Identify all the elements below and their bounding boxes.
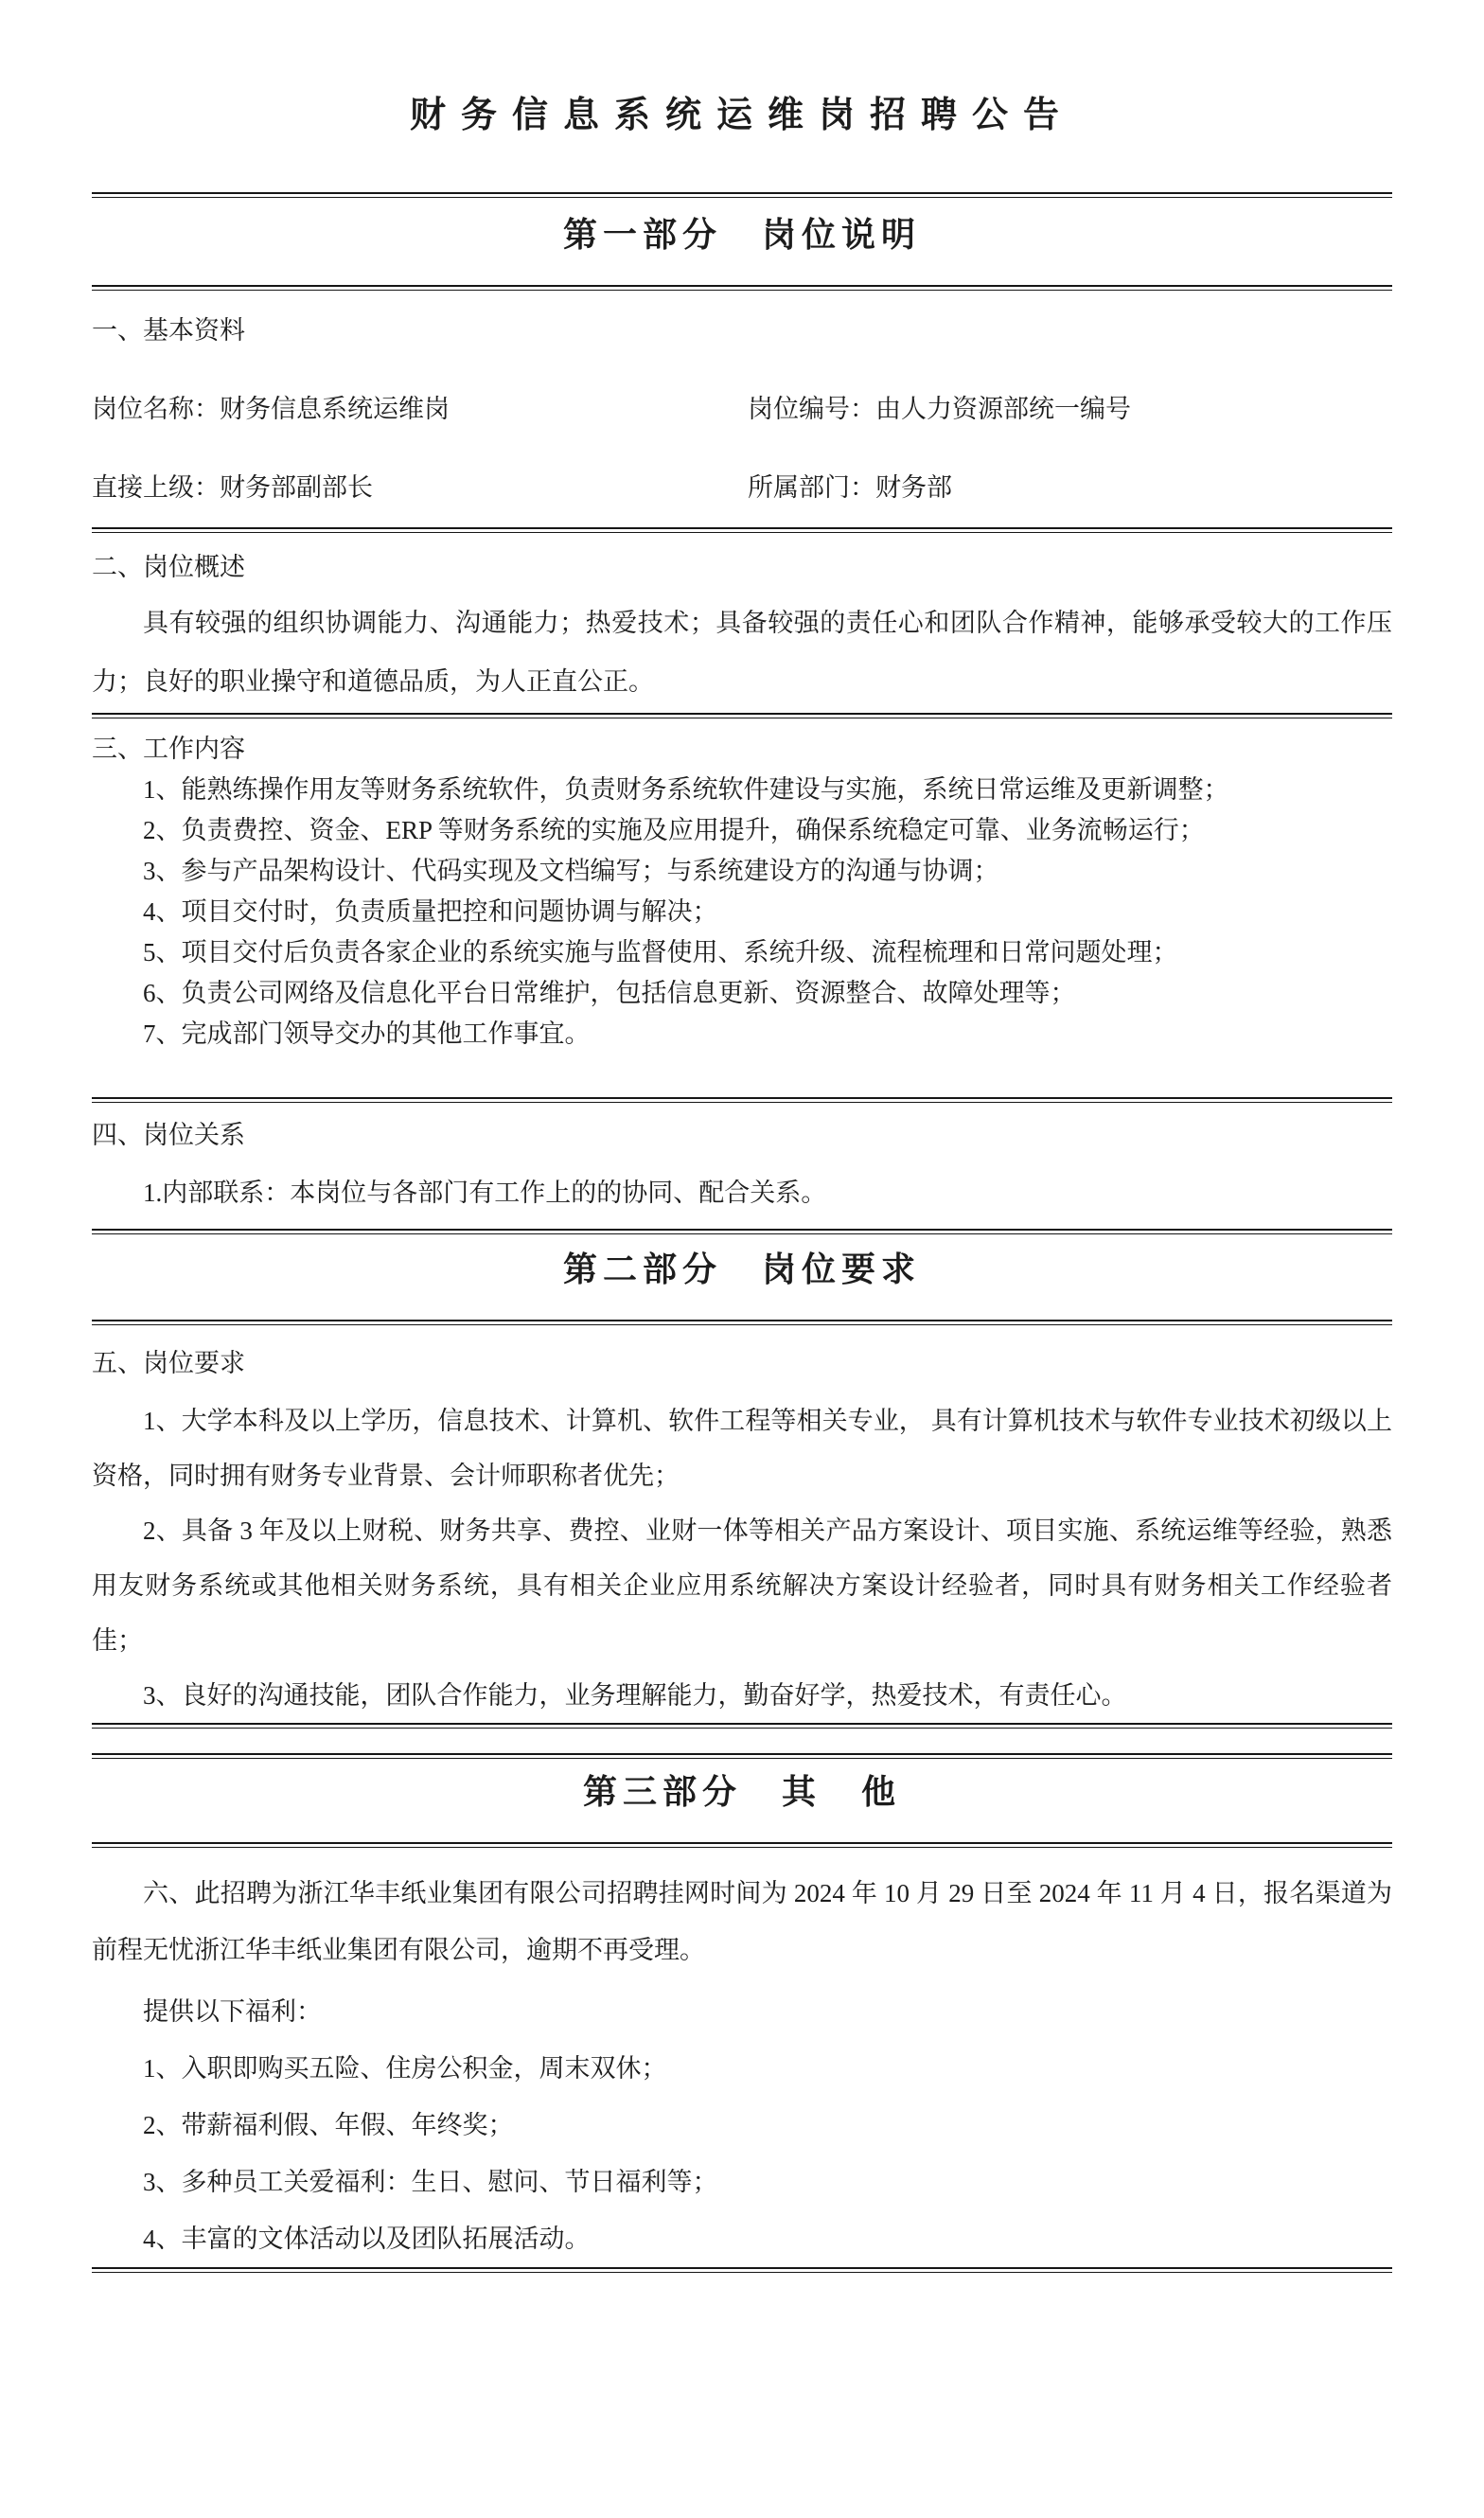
requirements-list bbox=[92, 1393, 1392, 1723]
page-title: 财务信息系统运维岗招聘公告 bbox=[409, 96, 1074, 135]
field-position-code: 岗位编号：由人力资源部统一编号 bbox=[748, 394, 1131, 423]
benefit-item: 2、带薪福利假、年假、年终奖； bbox=[143, 2110, 514, 2139]
divider bbox=[92, 192, 1392, 198]
duty-item: 2、负责费控、资金、ERP 等财务系统的实施及应用提升，确保系统稳定可靠、业务流畅运行； bbox=[143, 815, 1205, 844]
section-heading-relations: 四、岗位关系 bbox=[92, 1120, 245, 1149]
benefit-item: 1、入职即购买五险、住房公积金，周末双休； bbox=[143, 2053, 667, 2083]
document bbox=[92, 95, 1392, 2273]
basic-info-row bbox=[92, 469, 1392, 506]
field-department: 所属部门：财务部 bbox=[748, 472, 952, 502]
field-position-name: 岗位名称：财务信息系统运维岗 bbox=[92, 394, 450, 423]
duty-item: 6、负责公司网络及信息化平台日常维护，包括信息更新、资源整合、故障处理等； bbox=[143, 978, 1076, 1007]
requirement-item: 2、具备 3 年及以上财税、财务共享、费控、业财一体等相关产品方案设计、项目实施、系统运维等经验，熟悉用友财务系统或其他相关财务系统，具有相关企业应用系统解决方案设计经验者，同时具有财务相关工作经验者佳； bbox=[92, 1516, 1392, 1655]
section-heading-requirements: 五、岗位要求 bbox=[92, 1348, 245, 1377]
section-heading-overview: 二、岗位概述 bbox=[92, 552, 245, 581]
divider bbox=[92, 1229, 1392, 1234]
divider bbox=[92, 1097, 1392, 1103]
basic-info-row bbox=[92, 390, 1392, 428]
part1-heading: 第一部分 岗位说明 bbox=[562, 216, 921, 254]
field-direct-superior: 直接上级：财务部副部长 bbox=[92, 472, 373, 502]
duty-item: 5、项目交付后负责各家企业的系统实施与监督使用、系统升级、流程梳理和日常问题处理； bbox=[143, 937, 1178, 966]
divider bbox=[92, 1842, 1392, 1848]
duties-list bbox=[92, 770, 1392, 1055]
divider bbox=[92, 713, 1392, 718]
divider bbox=[92, 285, 1392, 291]
duty-item: 7、完成部门领导交办的其他工作事宜。 bbox=[143, 1019, 591, 1048]
benefits-list bbox=[92, 2048, 1392, 2260]
overview-paragraph: 具有较强的组织协调能力、沟通能力；热爱技术；具备较强的责任心和团队合作精神，能够承受较大的工作压力；良好的职业操守和道德品质，为人正直公正。 bbox=[92, 608, 1392, 696]
requirement-item: 1、大学本科及以上学历，信息技术、计算机、软件工程等相关专业， 具有计算机技术与软件专业技术初级以上资格，同时拥有财务专业背景、会计师职称者优先； bbox=[92, 1406, 1392, 1490]
duty-item: 3、参与产品架构设计、代码实现及文档编写；与系统建设方的沟通与协调； bbox=[143, 856, 999, 885]
section-heading-basic-info: 一、基本资料 bbox=[92, 315, 245, 345]
duty-item: 4、项目交付时，负责质量把控和问题协调与解决； bbox=[143, 896, 718, 926]
divider bbox=[92, 527, 1392, 533]
benefits-intro: 提供以下福利： bbox=[143, 1996, 322, 2026]
recruitment-notice: 六、此招聘为浙江华丰纸业集团有限公司招聘挂网时间为 2024 年 10 月 29 日至 2024 年 11 月 4 日，报名渠道为前程无忧浙江华丰纸业集团有限公司，逾期不再受理。 bbox=[92, 1878, 1392, 1964]
page bbox=[0, 95, 1484, 2518]
divider bbox=[92, 1320, 1392, 1325]
section-heading-duties: 三、工作内容 bbox=[92, 734, 245, 763]
requirement-item: 3、良好的沟通技能，团队合作能力，业务理解能力，勤奋好学，热爱技术，有责任心。 bbox=[143, 1680, 1127, 1710]
duty-item: 1、能熟练操作用友等财务系统软件，负责财务系统软件建设与实施，系统日常运维及更新调整； bbox=[143, 774, 1229, 804]
part2-heading: 第二部分 岗位要求 bbox=[562, 1250, 921, 1288]
benefit-item: 4、丰富的文体活动以及团队拓展活动。 bbox=[143, 2224, 591, 2253]
divider bbox=[92, 2267, 1392, 2273]
divider bbox=[92, 1753, 1392, 1759]
relation-item: 1.内部联系：本岗位与各部门有工作上的的协同、配合关系。 bbox=[143, 1178, 827, 1207]
benefit-item: 3、多种员工关爱福利：生日、慰问、节日福利等； bbox=[143, 2167, 718, 2196]
part3-heading: 第三部分 其 他 bbox=[582, 1772, 901, 1811]
divider bbox=[92, 1723, 1392, 1729]
